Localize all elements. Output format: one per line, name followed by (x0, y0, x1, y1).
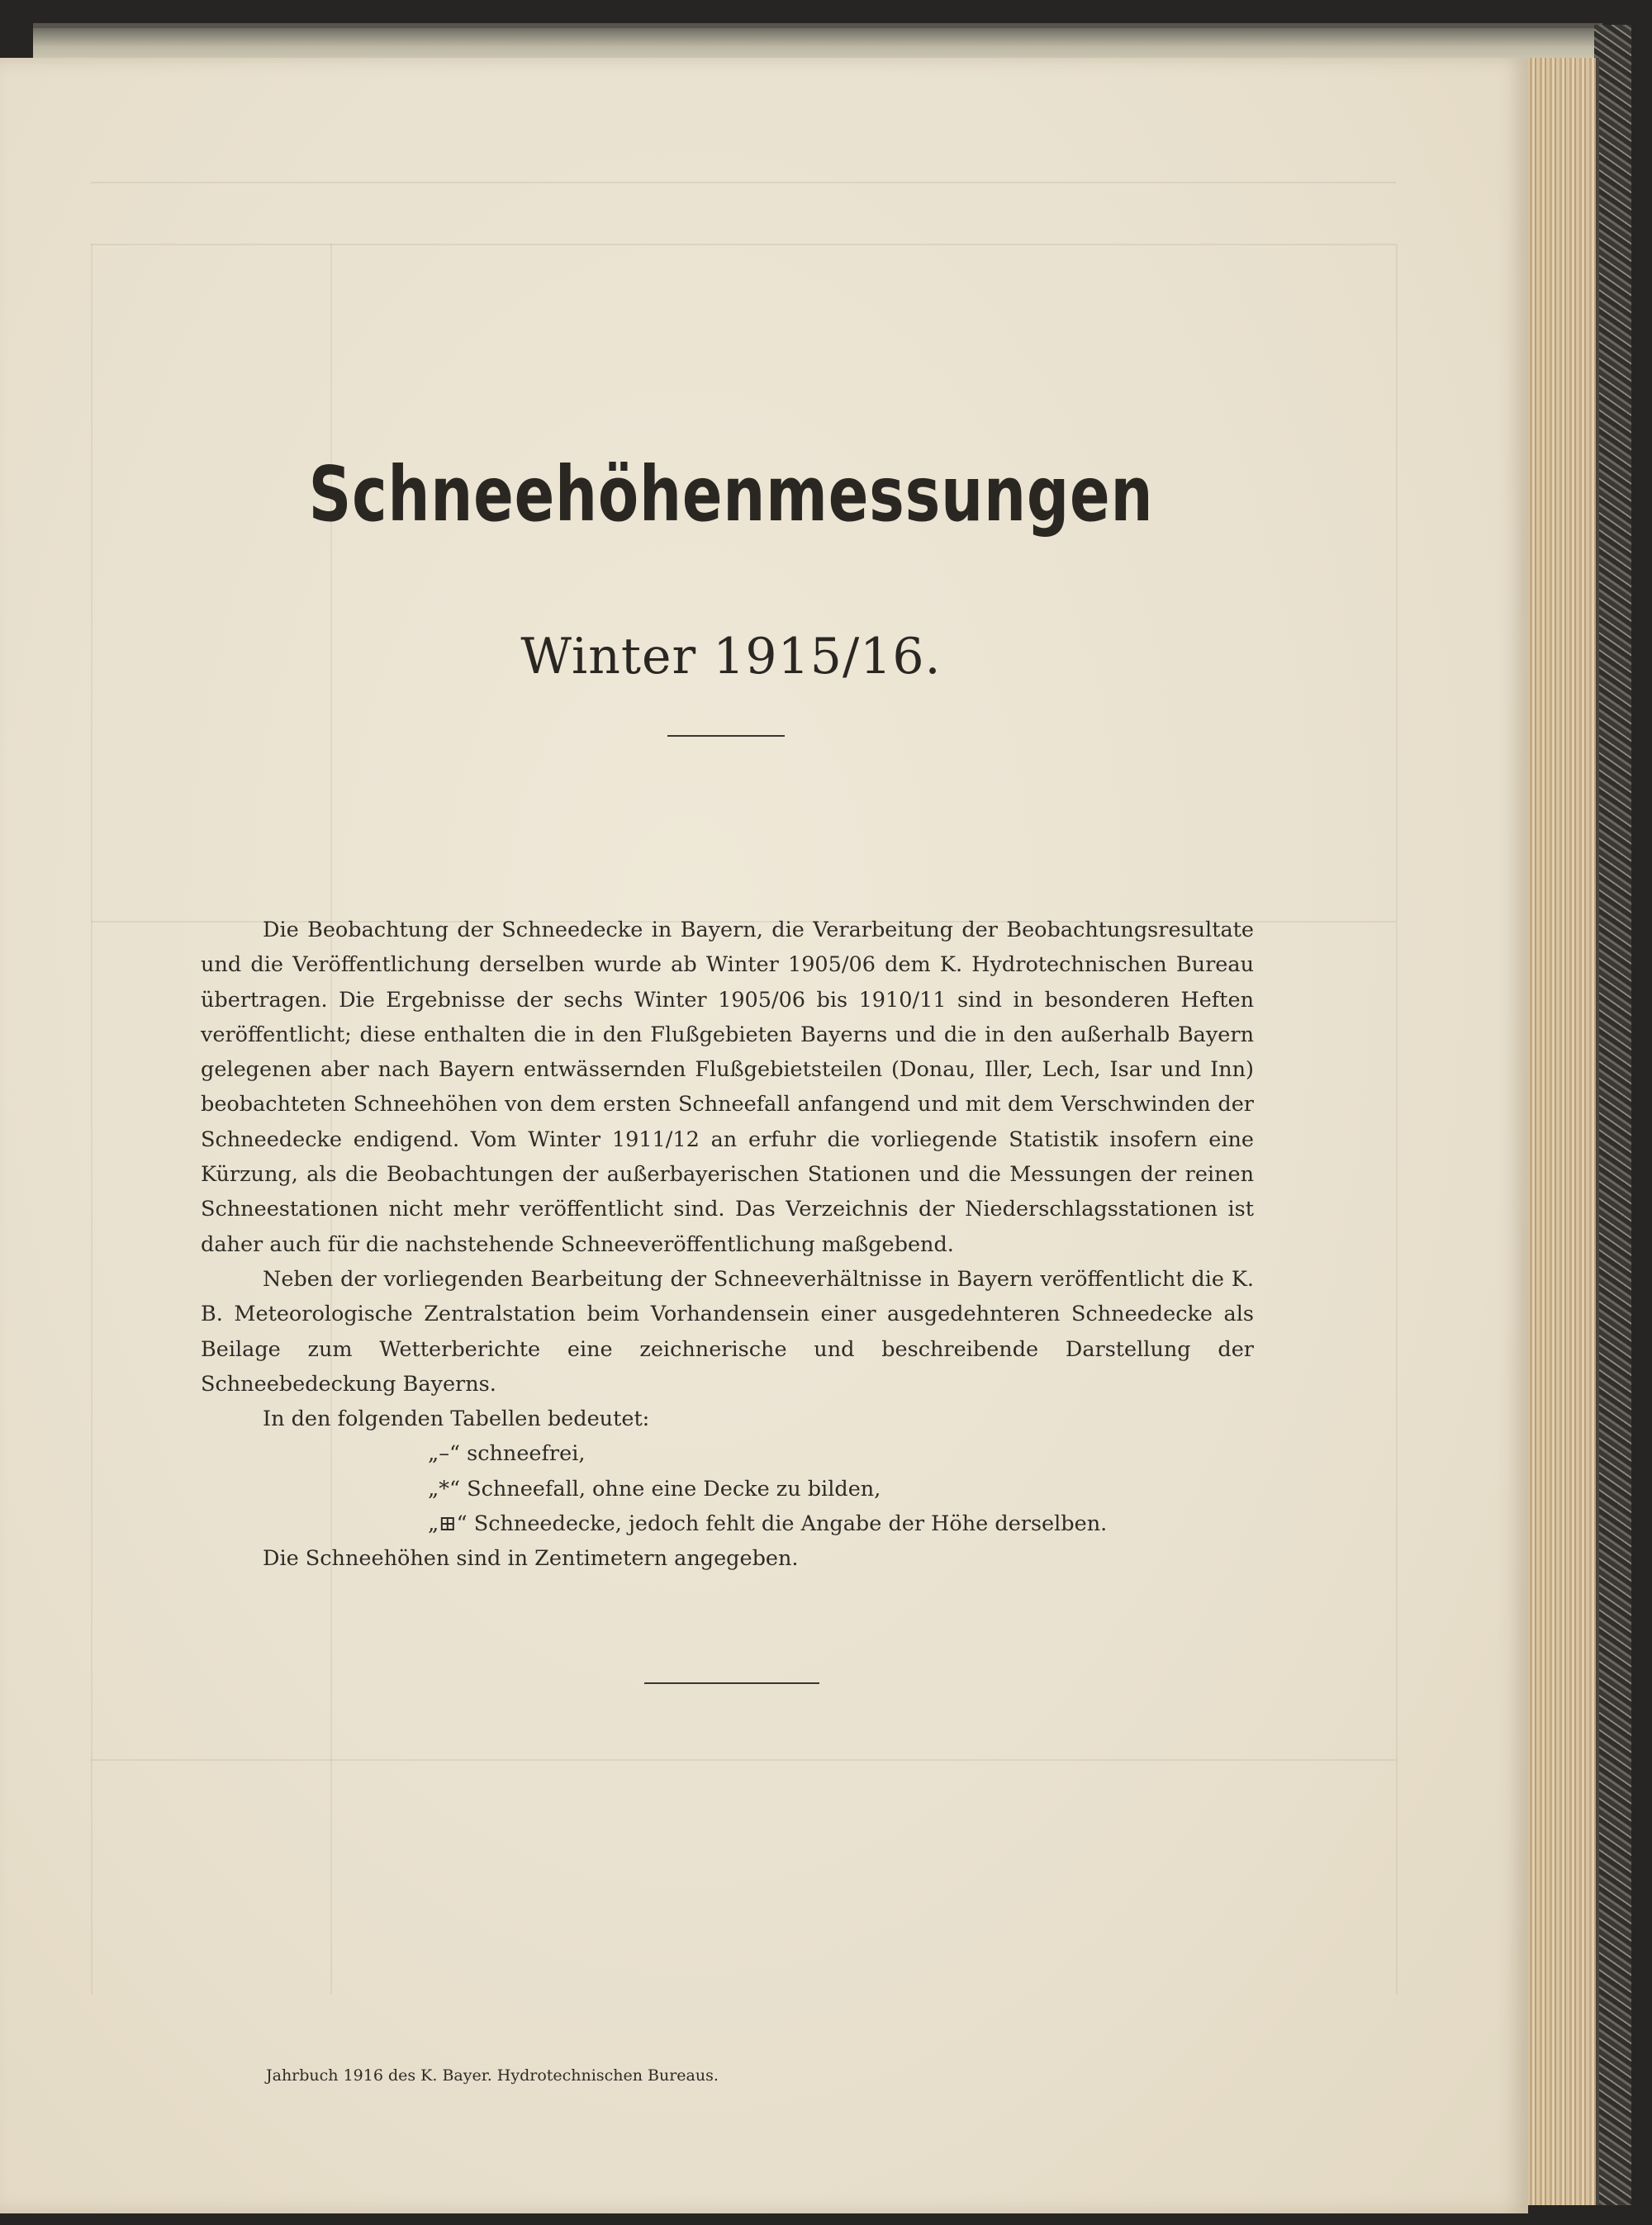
bleed-through-line (91, 182, 1396, 183)
closing-divider (644, 1682, 819, 1684)
marbled-book-cover (1594, 25, 1631, 2205)
page-subtitle: Winter 1915/16. (520, 628, 942, 686)
page-footer: Jahrbuch 1916 des K. Bayer. Hydrotechnischen Bureaus. (266, 2066, 719, 2085)
paragraph: Neben der vorliegenden Bearbeitung der Schneeverhältnisse in Bayern veröffentlicht die K. B. Meteorologische Zentralstation beim Vorhandensein einer ausgedehnteren Schneedecke als Beilage zum Wetterberichte eine zeichnerische und beschreibende Darstellung der Schneebedeckung Bayerns. (201, 1266, 1254, 1397)
title-divider (667, 735, 785, 737)
page-title: Schneehöhenmessungen (308, 450, 1154, 538)
legend-item-snowfall: „*“ Schneefall, ohne eine Decke zu bilden, (428, 1476, 881, 1502)
bleed-through-line (1396, 244, 1398, 1995)
units-note: Die Schneehöhen sind in Zentimetern angegeben. (263, 1546, 799, 1572)
legend-item-snow-cover: „⊞“ Schneedecke, jedoch fehlt die Angabe der Höhe derselben. (428, 1511, 1108, 1537)
body-text (201, 913, 1254, 1577)
page-block-edges (1520, 58, 1599, 2205)
legend-intro: In den folgenden Tabellen bedeutet: (263, 1407, 650, 1432)
paragraph: Die Beobachtung der Schneedecke in Bayern, die Verarbeitung der Beobachtungsresultate und die Veröffentlichung derselben wurde ab Winter 1905/06 dem K. Hydrotechnischen Bureau übertragen. Die Ergebnisse der sechs Winter 1905/06 bis 1910/11 sind in besonderen Heften veröffentlicht; diese enthalten die in den Flußgebieten Bayerns und die in den außerhalb Bayern gelegenen aber nach Bayern entwässernden Flußgebietsteilen (Donau, Iller, Lech, Isar und Inn) beobachteten Schneehöhen von dem ersten Schneefall anfangend und mit dem Verschwinden der Schneedecke endigend. Vom Winter 1911/12 an erfuhr die vorliegende Statistik insofern eine Kürzung, als die Beobachtungen der außerbayerischen Stationen und die Messungen der reinen Schneestationen nicht mehr veröffentlicht sind. Das Verzeichnis der Niederschlagsstationen ist daher auch für die nachstehende Schneeveröffentlichung maßgebend. (201, 918, 1254, 1257)
document-page (0, 58, 1528, 2213)
bleed-through-line (91, 244, 93, 1995)
legend-item-snow-free: „–“ schneefrei, (428, 1441, 586, 1467)
bleed-through-line (91, 1759, 1396, 1761)
bleed-through-line (91, 244, 1396, 245)
